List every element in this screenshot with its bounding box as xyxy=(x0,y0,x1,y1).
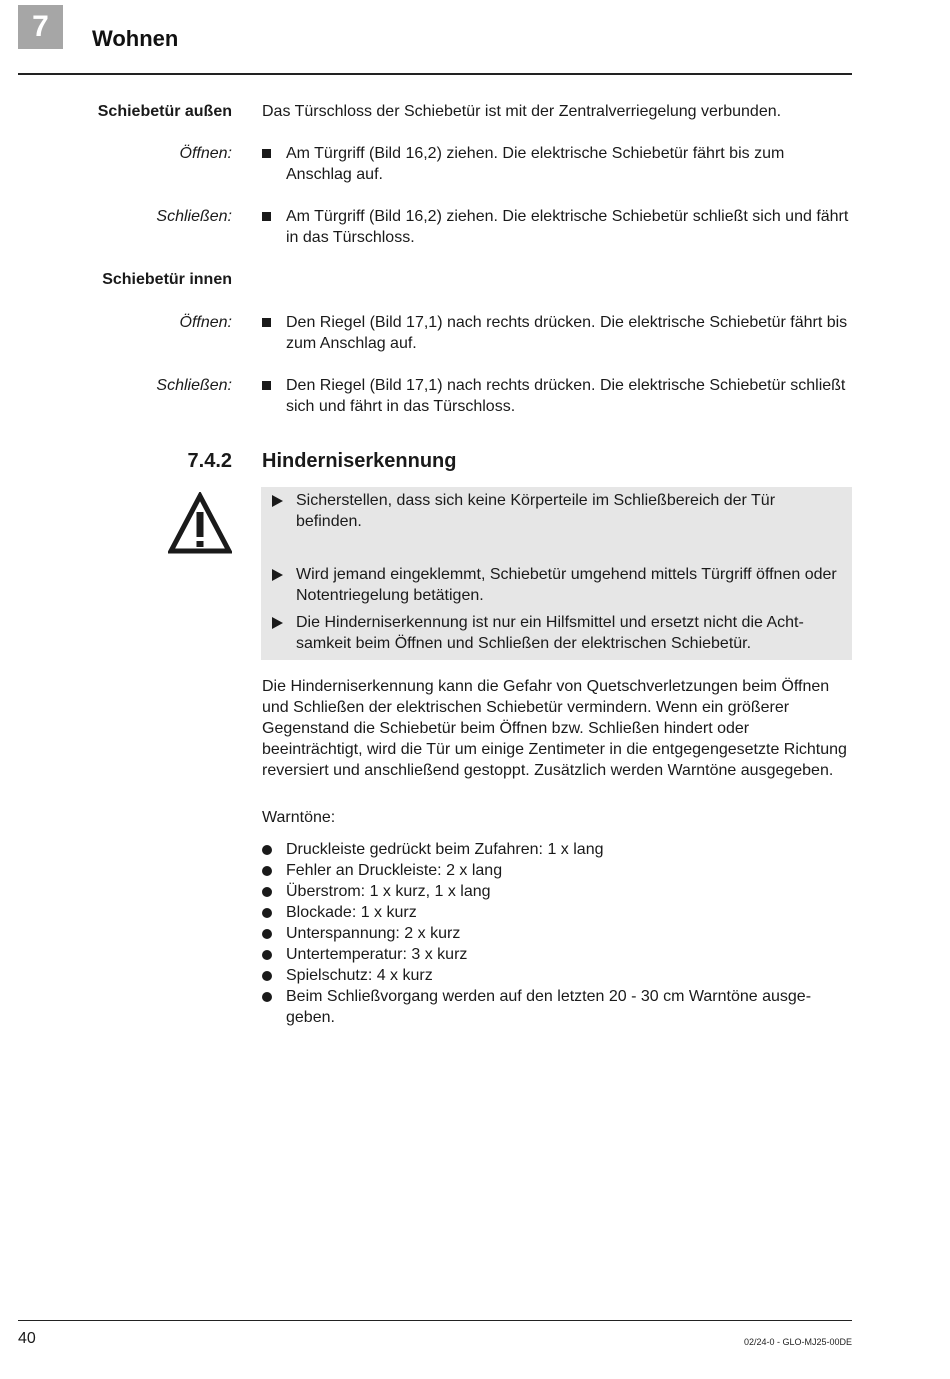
square-bullet-icon xyxy=(262,212,271,221)
warning-triangle-icon xyxy=(168,492,232,554)
warning-item xyxy=(272,564,844,606)
inside-close-text: Den Riegel (Bild 17,1) nach rechts drücken. Die elektrische Schiebetür schließt sich und fährt in das Türschloss. xyxy=(286,377,846,415)
round-bullet-icon xyxy=(262,992,272,1002)
tones-label: Warntöne: xyxy=(262,809,336,826)
warning-text: Die Hinderniserkennung ist nur ein Hilfsmittel und ersetzt nicht die Achtsamkeit beim Öffnen und Schließen der elektrischen Schiebetür. xyxy=(296,614,804,652)
outside-intro: Das Türschloss der Schiebetür ist mit der Zentralverriegelung verbunden. xyxy=(262,103,782,120)
inside-open-step xyxy=(262,312,852,354)
page-number: 40 xyxy=(18,1330,36,1347)
triangle-bullet-icon xyxy=(272,569,283,581)
round-bullet-icon xyxy=(262,929,272,939)
tone-text: Beim Schließvorgang werden auf den letzten 20 - 30 cm Warntöne ausgegeben. xyxy=(286,988,812,1026)
inside-open-label: Öffnen: xyxy=(179,314,232,331)
tones-list xyxy=(262,839,852,1028)
round-bullet-icon xyxy=(262,845,272,855)
round-bullet-icon xyxy=(262,908,272,918)
tone-text: Fehler an Druckleiste: 2 x lang xyxy=(286,862,503,879)
section-title: Hinderniserkennung xyxy=(262,450,457,472)
round-bullet-icon xyxy=(262,866,272,876)
triangle-bullet-icon xyxy=(272,495,283,507)
section-number: 7.4.2 xyxy=(187,450,232,472)
outside-close-step xyxy=(262,206,852,248)
list-item xyxy=(262,881,852,902)
square-bullet-icon xyxy=(262,149,271,158)
tone-text: Unterspannung: 2 x kurz xyxy=(286,925,461,942)
warning-text: Sicherstellen, dass sich keine Körperteile im Schließbereich der Tür befinden. xyxy=(296,492,776,530)
tone-text: Druckleiste gedrückt beim Zufahren: 1 x lang xyxy=(286,841,604,858)
tone-text: Blockade: 1 x kurz xyxy=(286,904,417,921)
round-bullet-icon xyxy=(262,950,272,960)
footer-divider xyxy=(18,1320,852,1321)
list-item xyxy=(262,902,852,923)
square-bullet-icon xyxy=(262,318,271,327)
outside-heading: Schiebetür außen xyxy=(97,103,232,120)
list-item xyxy=(262,923,852,944)
chapter-title: Wohnen xyxy=(92,26,179,51)
round-bullet-icon xyxy=(262,887,272,897)
chapter-number-box: 7 xyxy=(18,5,63,49)
square-bullet-icon xyxy=(262,381,271,390)
list-item xyxy=(262,986,852,1028)
tone-text: Untertemperatur: 3 x kurz xyxy=(286,946,468,963)
tone-text: Überstrom: 1 x kurz, 1 x lang xyxy=(286,883,491,900)
document-code: 02/24-0 - GLO-MJ25-00DE xyxy=(743,1337,852,1347)
outside-open-text: Am Türgriff (Bild 16,2) ziehen. Die elektrische Schiebetür fährt bis zum Anschlag auf. xyxy=(286,145,785,183)
body-paragraph: Die Hinderniserkennung kann die Gefahr von Quetschverletzungen beim Öffnen und Schließen der elektrischen Schiebetür vermindern. Wenn ein größerer Gegenstand die Schiebetür beim Öffnen bzw. Schließen hindert oder beeinträchtigt, wird die Tür um einige Zentimeter in die entgegengesetzte Richtung reversiert und anschließend gestoppt. Zusätzlich werden Warntöne ausgegeben. xyxy=(262,678,847,779)
inside-close-label: Schließen: xyxy=(156,377,232,394)
round-bullet-icon xyxy=(262,971,272,981)
outside-close-text: Am Türgriff (Bild 16,2) ziehen. Die elektrische Schiebetür schließt sich und fährt in das Türschloss. xyxy=(286,208,849,246)
list-item xyxy=(262,839,852,860)
list-item xyxy=(262,860,852,881)
list-item xyxy=(262,944,852,965)
outside-open-step xyxy=(262,143,852,185)
inside-open-text: Den Riegel (Bild 17,1) nach rechts drücken. Die elektrische Schiebetür fährt bis zum Anschlag auf. xyxy=(286,314,848,352)
warning-item xyxy=(272,490,844,532)
inside-heading: Schiebetür innen xyxy=(102,271,232,288)
outside-open-label: Öffnen: xyxy=(179,145,232,162)
inside-close-step xyxy=(262,375,852,417)
outside-close-label: Schließen: xyxy=(156,208,232,225)
header-divider xyxy=(18,73,852,75)
list-item xyxy=(262,965,852,986)
warning-text: Wird jemand eingeklemmt, Schiebetür umgehend mittels Türgriff öffnen oder Notentriegelung betätigen. xyxy=(296,566,837,604)
tone-text: Spielschutz: 4 x kurz xyxy=(286,967,433,984)
warning-item xyxy=(272,612,844,654)
triangle-bullet-icon xyxy=(272,617,283,629)
